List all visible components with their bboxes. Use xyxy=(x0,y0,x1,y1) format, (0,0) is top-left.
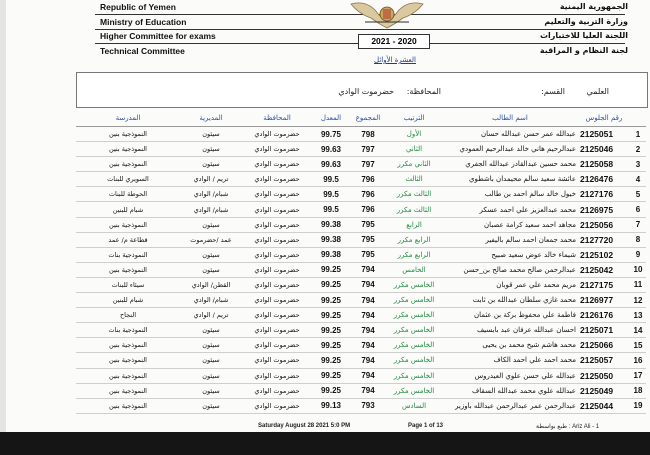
header-en-line: Higher Committee for exams xyxy=(100,31,216,41)
total-score-cell: 796 xyxy=(350,172,386,187)
student-name-cell: محمد غازي سلطان عبدالله بن ثابت xyxy=(442,293,578,308)
governorate-cell: حضرموت الوادي xyxy=(242,398,312,413)
page-number: Page 1 of 13 xyxy=(408,423,444,429)
table-row xyxy=(76,277,646,292)
row-number-cell: 9 xyxy=(630,247,646,262)
directorate-cell: سيئون xyxy=(180,247,242,262)
table-row xyxy=(76,323,646,338)
average-cell: 99.25 xyxy=(312,368,350,383)
governorate-cell: حضرموت الوادي xyxy=(242,172,312,187)
table-row xyxy=(76,232,646,247)
student-name-cell: عبدالرحيم هاني خالد عبدالرحيم العمودي xyxy=(442,142,578,157)
row-number-cell: 7 xyxy=(630,217,646,232)
table-row xyxy=(76,338,646,353)
governorate-cell: حضرموت الوادي xyxy=(242,247,312,262)
table-row xyxy=(76,262,646,277)
rank-cell: الخامس مكرر xyxy=(386,368,442,383)
section-label: القسم: xyxy=(541,87,565,96)
average-cell: 99.25 xyxy=(312,338,350,353)
total-score-cell: 794 xyxy=(350,323,386,338)
header-en-line: Technical Committee xyxy=(100,45,185,56)
directorate-cell: سيئون xyxy=(180,217,242,232)
school-cell: شبام للبنين xyxy=(76,202,180,217)
directorate-cell: سيئون xyxy=(180,157,242,172)
governorate-cell: حضرموت الوادي xyxy=(242,353,312,368)
total-score-cell: 795 xyxy=(350,247,386,262)
table-row xyxy=(76,308,646,323)
total-score-cell: 796 xyxy=(350,187,386,202)
table-row xyxy=(76,217,646,232)
rank-cell: الخامس مكرر xyxy=(386,308,442,323)
student-name-cell: محمد حسين عبدالقادر عبدالله الجفري xyxy=(442,157,578,172)
column-header: رقم الجلوس xyxy=(578,110,630,127)
average-cell: 99.25 xyxy=(312,383,350,398)
school-cell: النموذجية بنين xyxy=(76,217,180,232)
average-cell: 99.75 xyxy=(312,127,350,142)
seat-number-cell: 2127720 xyxy=(578,232,630,247)
student-name-cell: عبدالرحمن صالح محمد صالح بن_حسن xyxy=(442,262,578,277)
rank-cell: الرابع مكرر xyxy=(386,232,442,247)
average-cell: 99.25 xyxy=(312,277,350,292)
row-number-cell: 8 xyxy=(630,232,646,247)
governorate-cell: حضرموت الوادي xyxy=(242,217,312,232)
governorate-cell: حضرموت الوادي xyxy=(242,293,312,308)
governorate-cell: حضرموت الوادي xyxy=(242,308,312,323)
student-name-cell: محمد جمعان احمد سالم باليفير xyxy=(442,232,578,247)
yemen-emblem-icon xyxy=(345,0,429,30)
column-header: اسم الطالب xyxy=(442,110,578,127)
header-ar-line: اللجنة العليا للاختبارات xyxy=(539,31,628,40)
directorate-cell: سيئون xyxy=(180,398,242,413)
row-number-cell: 19 xyxy=(630,398,646,413)
rank-cell: السادس xyxy=(386,398,442,413)
column-header: المدرسة xyxy=(76,110,180,127)
directorate-cell: تريم / الوادي xyxy=(180,308,242,323)
school-cell: النموذجية بنين xyxy=(76,262,180,277)
rank-cell: الأول xyxy=(386,127,442,142)
row-number-cell: 3 xyxy=(630,157,646,172)
table-row xyxy=(76,187,646,202)
school-cell: النموذجية بنين xyxy=(76,398,180,413)
student-name-cell: عبدالله علوي محمد عبدالله السقاف xyxy=(442,383,578,398)
average-cell: 99.25 xyxy=(312,323,350,338)
info-box xyxy=(76,72,648,108)
student-name-cell: احسان عبدالله عرفان عبد بابسيف xyxy=(442,323,578,338)
row-number-cell: 11 xyxy=(630,277,646,292)
directorate-cell: سيئون xyxy=(180,338,242,353)
student-name-cell: عبدالله علي حسن علوي العيدروس xyxy=(442,368,578,383)
rank-cell: الخامس مكرر xyxy=(386,277,442,292)
rank-cell: الخامس مكرر xyxy=(386,323,442,338)
seat-number-cell: 2125066 xyxy=(578,338,630,353)
average-cell: 99.5 xyxy=(312,187,350,202)
school-cell: النموذجية بنات xyxy=(76,247,180,262)
average-cell: 99.25 xyxy=(312,262,350,277)
column-header: المحافظة xyxy=(242,110,312,127)
table-row xyxy=(76,293,646,308)
seat-number-cell: 2125049 xyxy=(578,383,630,398)
table-row xyxy=(76,172,646,187)
table-row xyxy=(76,142,646,157)
seat-number-cell: 2125046 xyxy=(578,142,630,157)
rank-cell: الثالث مكرر xyxy=(386,187,442,202)
governorate-cell: حضرموت الوادي xyxy=(242,277,312,292)
school-cell: النجاح xyxy=(76,308,180,323)
table-header-row xyxy=(76,110,646,127)
results-table xyxy=(76,110,646,414)
school-cell: الحوطة للبنات xyxy=(76,187,180,202)
seat-number-cell: 2126176 xyxy=(578,308,630,323)
section-value: العلمي xyxy=(586,87,609,96)
header-en-line: Ministry of Education xyxy=(100,16,187,27)
student-name-cell: عبدالرحمن عمر عبدالرحمن عبدالله باوزير xyxy=(442,398,578,413)
governorate-cell: حضرموت الوادي xyxy=(242,338,312,353)
average-cell: 99.38 xyxy=(312,217,350,232)
total-score-cell: 796 xyxy=(350,202,386,217)
governorate-cell: حضرموت الوادي xyxy=(242,232,312,247)
school-cell: النموذجية بنين xyxy=(76,157,180,172)
column-header: المعدل xyxy=(312,110,350,127)
row-number-cell: 2 xyxy=(630,142,646,157)
row-number-cell: 6 xyxy=(630,202,646,217)
governorate-value: حضرموت الوادي xyxy=(338,87,394,96)
header-ar-line: الجمهورية اليمنية xyxy=(559,2,628,11)
row-number-cell: 15 xyxy=(630,338,646,353)
governorate-cell: حضرموت الوادي xyxy=(242,262,312,277)
average-cell: 99.5 xyxy=(312,202,350,217)
column-header: المجموع xyxy=(350,110,386,127)
column-header: المديرية xyxy=(180,110,242,127)
page-edge-shadow xyxy=(0,0,6,432)
printed-by: طبع بواسطة : Ariz Ali - 1 xyxy=(536,424,600,430)
row-number-cell: 4 xyxy=(630,172,646,187)
rank-cell: الخامس مكرر xyxy=(386,293,442,308)
directorate-cell: القطن/ الوادي xyxy=(180,277,242,292)
column-header: الترتيب xyxy=(386,110,442,127)
column-header xyxy=(630,110,646,127)
total-score-cell: 793 xyxy=(350,398,386,413)
average-cell: 99.25 xyxy=(312,353,350,368)
row-number-cell: 16 xyxy=(630,353,646,368)
table-row xyxy=(76,127,646,142)
print-date: Saturday August 28 2021 5:0 PM xyxy=(258,423,351,429)
table-row xyxy=(76,398,646,413)
header-en-line: Republic of Yemen xyxy=(100,2,176,12)
academic-year: 2021 - 2020 xyxy=(358,34,430,49)
seat-number-cell: 2125050 xyxy=(578,368,630,383)
total-score-cell: 798 xyxy=(350,127,386,142)
table-row xyxy=(76,202,646,217)
directorate-cell: تريم / الوادي xyxy=(180,172,242,187)
governorate-cell: حضرموت الوادي xyxy=(242,142,312,157)
seat-number-cell: 2125058 xyxy=(578,157,630,172)
row-number-cell: 18 xyxy=(630,383,646,398)
rank-cell: الرابع مكرر xyxy=(386,247,442,262)
seat-number-cell: 2125056 xyxy=(578,217,630,232)
governorate-cell: حضرموت الوادي xyxy=(242,368,312,383)
school-cell: قطاعة م/ عمد xyxy=(76,232,180,247)
average-cell: 99.25 xyxy=(312,293,350,308)
seat-number-cell: 2127176 xyxy=(578,187,630,202)
seat-number-cell: 2125102 xyxy=(578,247,630,262)
student-name-cell: مريم محمد علي عمر قوبان xyxy=(442,277,578,292)
student-name-cell: عبدالله عمر حسن عبدالله حسان xyxy=(442,127,578,142)
school-cell: النموذجية بنين xyxy=(76,353,180,368)
seat-number-cell: 2125044 xyxy=(578,398,630,413)
seat-number-cell: 2125051 xyxy=(578,127,630,142)
school-cell: النموذجية بنين xyxy=(76,338,180,353)
governorate-cell: حضرموت الوادي xyxy=(242,127,312,142)
average-cell: 99.25 xyxy=(312,308,350,323)
row-number-cell: 1 xyxy=(630,127,646,142)
directorate-cell: شبام/ الوادي xyxy=(180,187,242,202)
rank-cell: الخامس مكرر xyxy=(386,353,442,368)
row-number-cell: 12 xyxy=(630,293,646,308)
table-row xyxy=(76,383,646,398)
directorate-cell: شبام/ الوادي xyxy=(180,293,242,308)
group-title: العشرة الأوائل xyxy=(374,56,416,64)
seat-number-cell: 2126476 xyxy=(578,172,630,187)
rank-cell: الخامس مكرر xyxy=(386,383,442,398)
rank-cell: الثاني xyxy=(386,142,442,157)
total-score-cell: 797 xyxy=(350,157,386,172)
governorate-cell: حضرموت الوادي xyxy=(242,157,312,172)
total-score-cell: 794 xyxy=(350,293,386,308)
school-cell: النموذجية بنين xyxy=(76,142,180,157)
student-name-cell: فاطمة علي محفوظ بركة بن عثمان xyxy=(442,308,578,323)
student-name-cell: شيماء خالد عوض سعيد صبيح xyxy=(442,247,578,262)
rank-cell: الثالث xyxy=(386,172,442,187)
rank-cell: الخامس مكرر xyxy=(386,338,442,353)
student-name-cell: خيول خالد سالم احمد بن طالب xyxy=(442,187,578,202)
governorate-cell: حضرموت الوادي xyxy=(242,323,312,338)
school-cell: النموذجية بنين xyxy=(76,383,180,398)
directorate-cell: سيئون xyxy=(180,142,242,157)
total-score-cell: 795 xyxy=(350,217,386,232)
results-table-wrap xyxy=(76,110,646,414)
seat-number-cell: 2125071 xyxy=(578,323,630,338)
row-number-cell: 10 xyxy=(630,262,646,277)
directorate-cell: سيئون xyxy=(180,368,242,383)
directorate-cell: سيئون xyxy=(180,383,242,398)
total-score-cell: 795 xyxy=(350,232,386,247)
rank-cell: الخامس xyxy=(386,262,442,277)
table-row xyxy=(76,247,646,262)
total-score-cell: 794 xyxy=(350,262,386,277)
average-cell: 99.5 xyxy=(312,172,350,187)
header-ar-line: لجنة النظام و المراقبة xyxy=(539,45,628,55)
student-name-cell: محمد هاشم شيخ محمد بن يحيى xyxy=(442,338,578,353)
school-cell: سيئاء للبنات xyxy=(76,277,180,292)
rank-cell: الثاني مكرر xyxy=(386,157,442,172)
total-score-cell: 797 xyxy=(350,142,386,157)
seat-number-cell: 2126977 xyxy=(578,293,630,308)
school-cell: النموذجية بنين xyxy=(76,368,180,383)
average-cell: 99.38 xyxy=(312,232,350,247)
row-number-cell: 17 xyxy=(630,368,646,383)
school-cell: النموذجية بنين xyxy=(76,127,180,142)
student-name-cell: محمد عبدالعزيز علي احمد عسكر xyxy=(442,202,578,217)
governorate-cell: حضرموت الوادي xyxy=(242,187,312,202)
row-number-cell: 14 xyxy=(630,323,646,338)
seat-number-cell: 2125042 xyxy=(578,262,630,277)
governorate-cell: حضرموت الوادي xyxy=(242,202,312,217)
directorate-cell: سيئون xyxy=(180,353,242,368)
directorate-cell: سيئون xyxy=(180,262,242,277)
total-score-cell: 794 xyxy=(350,338,386,353)
directorate-cell: سيئون xyxy=(180,127,242,142)
school-cell: النموذجية بنات xyxy=(76,323,180,338)
directorate-cell: سيئون xyxy=(180,323,242,338)
row-number-cell: 5 xyxy=(630,187,646,202)
screen-bottom-bar xyxy=(0,432,650,455)
table-row xyxy=(76,353,646,368)
student-name-cell: محمد احمد علي احمد الكاف xyxy=(442,353,578,368)
student-name-cell: عائشة سعيد سالم محيمدان باشطوي xyxy=(442,172,578,187)
total-score-cell: 794 xyxy=(350,277,386,292)
table-row xyxy=(76,157,646,172)
total-score-cell: 794 xyxy=(350,308,386,323)
header-ar-line: وزارة التربية والتعليم xyxy=(544,16,628,26)
rank-cell: الرابع xyxy=(386,217,442,232)
seat-number-cell: 2126975 xyxy=(578,202,630,217)
directorate-cell: عمد /حضرموت xyxy=(180,232,242,247)
average-cell: 99.63 xyxy=(312,157,350,172)
rank-cell: الثالث مكرر xyxy=(386,202,442,217)
total-score-cell: 794 xyxy=(350,368,386,383)
governorate-label: المحافظة: xyxy=(406,87,441,96)
governorate-cell: حضرموت الوادي xyxy=(242,383,312,398)
student-name-cell: مجاهد احمد سعيد كرامة عصبان xyxy=(442,217,578,232)
row-number-cell: 13 xyxy=(630,308,646,323)
total-score-cell: 794 xyxy=(350,383,386,398)
directorate-cell: شبام/ الوادي xyxy=(180,202,242,217)
school-cell: السويري للبنات xyxy=(76,172,180,187)
average-cell: 99.38 xyxy=(312,247,350,262)
average-cell: 99.13 xyxy=(312,398,350,413)
school-cell: شبام للبنين xyxy=(76,293,180,308)
table-row xyxy=(76,368,646,383)
average-cell: 99.63 xyxy=(312,142,350,157)
seat-number-cell: 2125057 xyxy=(578,353,630,368)
total-score-cell: 794 xyxy=(350,353,386,368)
seat-number-cell: 2127175 xyxy=(578,277,630,292)
